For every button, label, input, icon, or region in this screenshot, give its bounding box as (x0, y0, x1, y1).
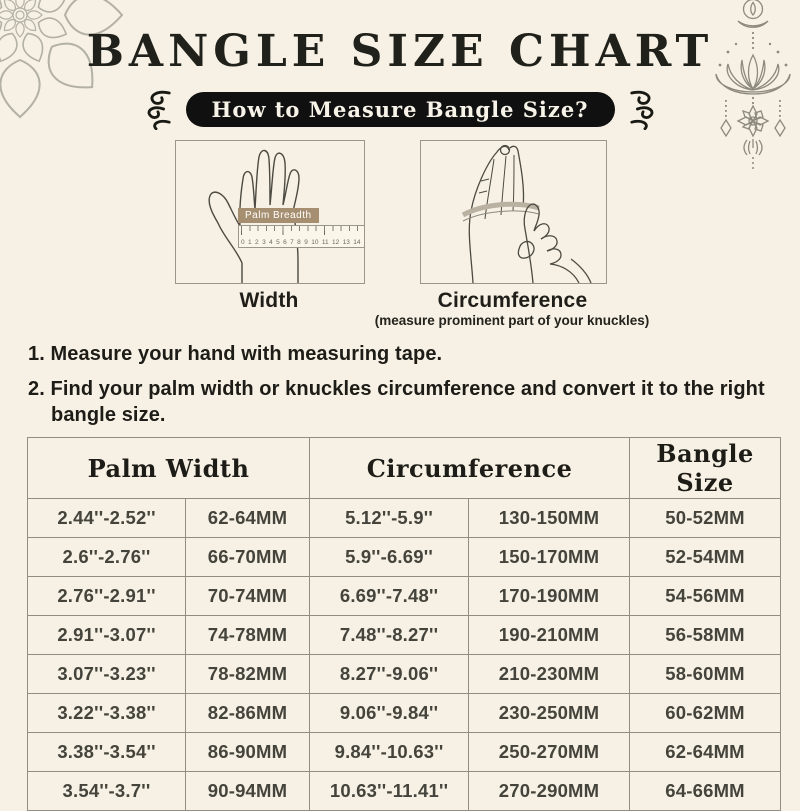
instructions (28, 341, 776, 437)
circumference-label: Circumference (437, 289, 588, 312)
cell: 10.63''-11.41'' (310, 772, 469, 811)
flourish-left-icon (141, 88, 173, 130)
table-row (28, 694, 781, 733)
cell: 170-190MM (469, 577, 630, 616)
header-bangle-size: Bangle Size (630, 438, 781, 499)
cell: 2.91''-3.07'' (28, 616, 186, 655)
cell: 250-270MM (469, 733, 630, 772)
page-title: BANGLE SIZE CHART (86, 26, 714, 77)
circumference-note: (measure prominent part of your knuckles) (374, 313, 650, 328)
cell: 70-74MM (186, 577, 310, 616)
cell: 54-56MM (630, 577, 781, 616)
table-row (28, 733, 781, 772)
hand-measuring-drawing (421, 141, 606, 283)
cell: 3.54''-3.7'' (28, 772, 186, 811)
instruction-step-2: 2. Find your palm width or knuckles circumference and convert it to the right bangle size. (28, 378, 765, 426)
how-to-measure-row (0, 88, 800, 130)
cell: 9.84''-10.63'' (310, 733, 469, 772)
cell: 62-64MM (630, 733, 781, 772)
cell: 150-170MM (469, 538, 630, 577)
cell: 270-290MM (469, 772, 630, 811)
cell: 5.12''-5.9'' (310, 499, 469, 538)
cell: 3.38''-3.54'' (28, 733, 186, 772)
ruler (238, 225, 364, 248)
cell: 82-86MM (186, 694, 310, 733)
table-row (28, 577, 781, 616)
table-row (28, 655, 781, 694)
cell: 9.06''-9.84'' (310, 694, 469, 733)
cell: 2.44''-2.52'' (28, 499, 186, 538)
flourish-right-icon (628, 88, 660, 130)
instruction-step-1: 1. Measure your hand with measuring tape. (28, 343, 443, 365)
how-to-measure-badge: How to Measure Bangle Size? (186, 92, 615, 127)
cell: 86-90MM (186, 733, 310, 772)
cell: 190-210MM (469, 616, 630, 655)
table-row (28, 772, 781, 811)
cell: 2.76''-2.91'' (28, 577, 186, 616)
cell: 56-58MM (630, 616, 781, 655)
ruler-ticks (241, 226, 364, 235)
cell: 3.22''-3.38'' (28, 694, 186, 733)
cell: 6.69''-7.48'' (310, 577, 469, 616)
table-header-row (28, 438, 781, 499)
cell: 130-150MM (469, 499, 630, 538)
cell: 230-250MM (469, 694, 630, 733)
cell: 60-62MM (630, 694, 781, 733)
cell: 5.9''-6.69'' (310, 538, 469, 577)
cell: 62-64MM (186, 499, 310, 538)
cell: 210-230MM (469, 655, 630, 694)
palm-breadth-tag: Palm Breadth (238, 208, 319, 223)
cell: 2.6''-2.76'' (28, 538, 186, 577)
cell: 7.48''-8.27'' (310, 616, 469, 655)
header-palm-width: Palm Width (28, 438, 310, 499)
cell: 52-54MM (630, 538, 781, 577)
cell: 90-94MM (186, 772, 310, 811)
cell: 8.27''-9.06'' (310, 655, 469, 694)
width-label: Width (239, 289, 299, 312)
cell: 50-52MM (630, 499, 781, 538)
ruler-numbers: 0 1 2 3 4 5 6 7 8 9 10 11 12 13 14 (241, 239, 361, 246)
hand-width-illustration (175, 140, 365, 284)
hand-circumference-illustration (420, 140, 607, 284)
size-table (27, 437, 781, 811)
cell: 64-66MM (630, 772, 781, 811)
cell: 66-70MM (186, 538, 310, 577)
cell: 78-82MM (186, 655, 310, 694)
table-row (28, 499, 781, 538)
cell: 3.07''-3.23'' (28, 655, 186, 694)
cell: 58-60MM (630, 655, 781, 694)
header-circumference: Circumference (310, 438, 630, 499)
cell: 74-78MM (186, 616, 310, 655)
table-row (28, 538, 781, 577)
table-row (28, 616, 781, 655)
